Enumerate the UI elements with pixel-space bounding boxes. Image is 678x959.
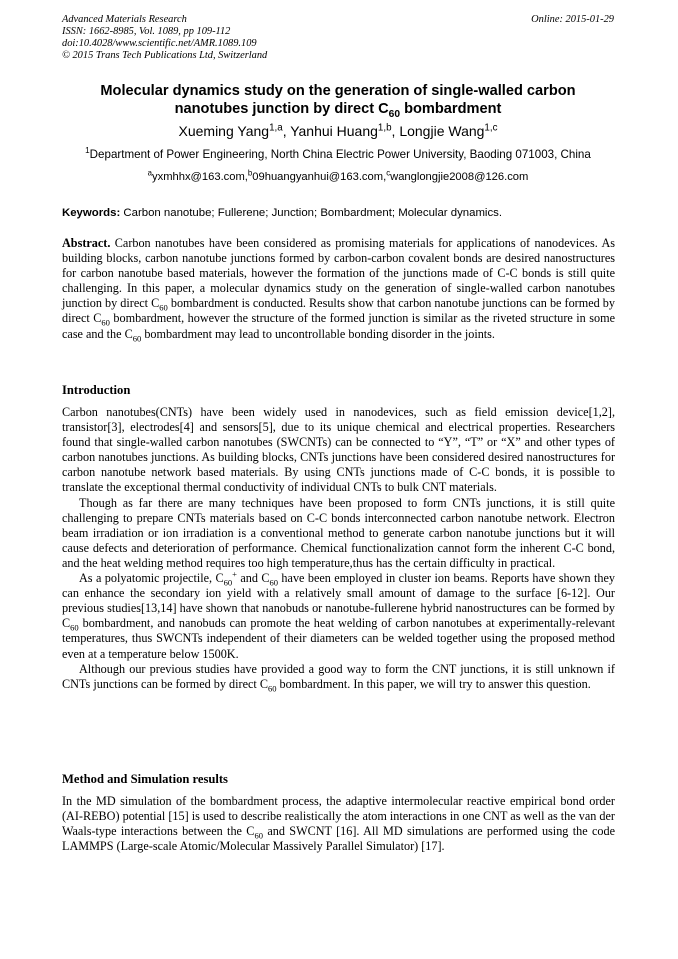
author-emails: $^a$yxmhhx@163.com,$^b$09huangyanhui@163.com,$^c$wanglongjie2008@126.com <box>147 168 529 183</box>
email-link[interactable]: 09huangyanhui@163.com, <box>252 171 387 183</box>
keywords <box>62 206 622 220</box>
abstract: Abstract. Carbon nanotubes have been considered as promising materials for applications of nanodevices. As building blocks, carbon nanotube junctions formed by carbon-carbon covalent bonds are desired nanostructures for carbon nanotube based materials, however the formation of the junctions made of C-C bonds is still quite challenging. In this paper, a molecular dynamics study on the generation of single-walled carbon nanotubes junction by direct $C_{60}$ bombardment is conducted. Results show that carbon nanotube junctions can be formed by direct $C_{60}$ bombardment, however the structure of the formed junction is similar as the riveted structure in some case and the $C_{60}$ bombardment may lead to uncontrollable bonding disorder in the joints. <box>62 236 615 343</box>
paragraph: Carbon nanotubes(CNTs) have been widely used in nanodevices, such as field emission device[1,2], transistor[3], electrodes[4] and sensors[5], due to its unique chemical and electrical properties. Researchers found that single-walled carbon nanotubes (SWCNTs) can be connected to “Y”, “T” or “X” and other types of carbon nanotubes junctions. As building blocks, CNTs junctions have been considered desired nanostructures for carbon nanotube network based materials. By using CNTs junctions made of C-C bonds, it is possible to translate the exceptional thermal conductivity of individual CNTs to bulk CNT materials. <box>62 405 615 495</box>
keywords-label: Keywords: <box>62 207 121 219</box>
affiliation: $^1$Department of Power Engineering, North China Electric Power University, Baoding 071003, China <box>85 146 591 161</box>
doi-line: doi:10.4028/www.scientific.net/AMR.1089.109 <box>62 38 257 49</box>
paragraph: As a polyatomic projectile, $C_{60}^+$ and $C_{60}$ have been employed in cluster ion beams. Reports have shown they can enhance the secondary ion yield with a relatively small amount of damage to the surface [6-12]. Our previous studies[13,14] have shown that nanobuds or nanotube-fullerene hybrid nanostructures can be formed by $C_{60}$ bombardment, and nanobuds can promote the heat welding of carbon nanotubes at experimentally-relevant temperatures, thus SWCNTs independent of their diameters can be welded together using the proposed method even at a temperature below 1500K. <box>62 568 616 661</box>
email-link[interactable]: wanglongjie2008@126.com <box>390 171 529 183</box>
method-body <box>62 794 615 854</box>
author-name: Longjie Wang <box>399 123 485 139</box>
journal-header <box>62 14 267 62</box>
author-affil-mark: 1,a <box>269 122 283 134</box>
author-name: Yanhui Huang <box>290 123 378 139</box>
journal-name: Advanced Materials Research <box>62 14 187 25</box>
issn-line: ISSN: 1662-8985, Vol. 1089, pp 109-112 <box>62 26 231 37</box>
section-heading-method: Method and Simulation results <box>62 772 228 786</box>
section-heading-introduction: Introduction <box>62 383 131 397</box>
keywords-text: Carbon nanotube; Fullerene; Junction; Bombardment; Molecular dynamics. <box>120 207 503 219</box>
online-date: Online: 2015-01-29 <box>531 14 614 25</box>
author-affil-mark: 1,b <box>377 122 392 134</box>
introduction-body <box>62 405 615 692</box>
paragraph: In the MD simulation of the bombardment process, the adaptive intermolecular reactive empirical bond order (AI-REBO) potential [15] is used to describe realistically the atom interactions in one CNT as well as the van der Waals-type interactions between the $C_{60}$ and SWCNT [16]. All MD simulations are performed using the code LAMMPS (Large-scale Atomic/Molecular Massively Parallel Simulator) [17]. <box>62 794 615 854</box>
copyright-line: © 2015 Trans Tech Publications Ltd, Switzerland <box>62 50 268 61</box>
author-name: Xueming Yang <box>178 123 270 139</box>
abstract-label: Abstract. <box>62 236 111 250</box>
author-affil-mark: 1,c <box>484 122 498 134</box>
paper-title <box>62 82 614 118</box>
title-line-2: nanotubes junction by direct $C_{60}$ bombardment <box>174 101 502 120</box>
email-link[interactable]: yxmhhx@163.com, <box>152 171 248 183</box>
paragraph: Although our previous studies have provided a good way to form the CNT junctions, it is still unknown if CNTs junctions can be formed by direct $C_{60}$ bombardment. In this paper, we will try to answer this question. <box>62 661 615 694</box>
author-list: Xueming Yang$^{1,a}$, Yanhui Huang$^{1,b}$, Longjie Wang$^{1,c}$ <box>178 122 498 139</box>
paragraph: Though as far there are many techniques have been proposed to form CNTs junctions, it is still quite challenging to prepare CNTs materials based on C-C bonds interconnected carbon nanotube network. Electron beam irradiation or ion irradiation is a conventional method to generate carbon nanotube junctions but it will cause defects and deterioration of performance. Chemical functionalization cannot form the inherent C-C bond, and the heat welding method requires too high temperature,thus has the certain difficulty in practical. <box>62 495 615 570</box>
title-line-1: Molecular dynamics study on the generation of single-walled carbon <box>100 83 576 99</box>
